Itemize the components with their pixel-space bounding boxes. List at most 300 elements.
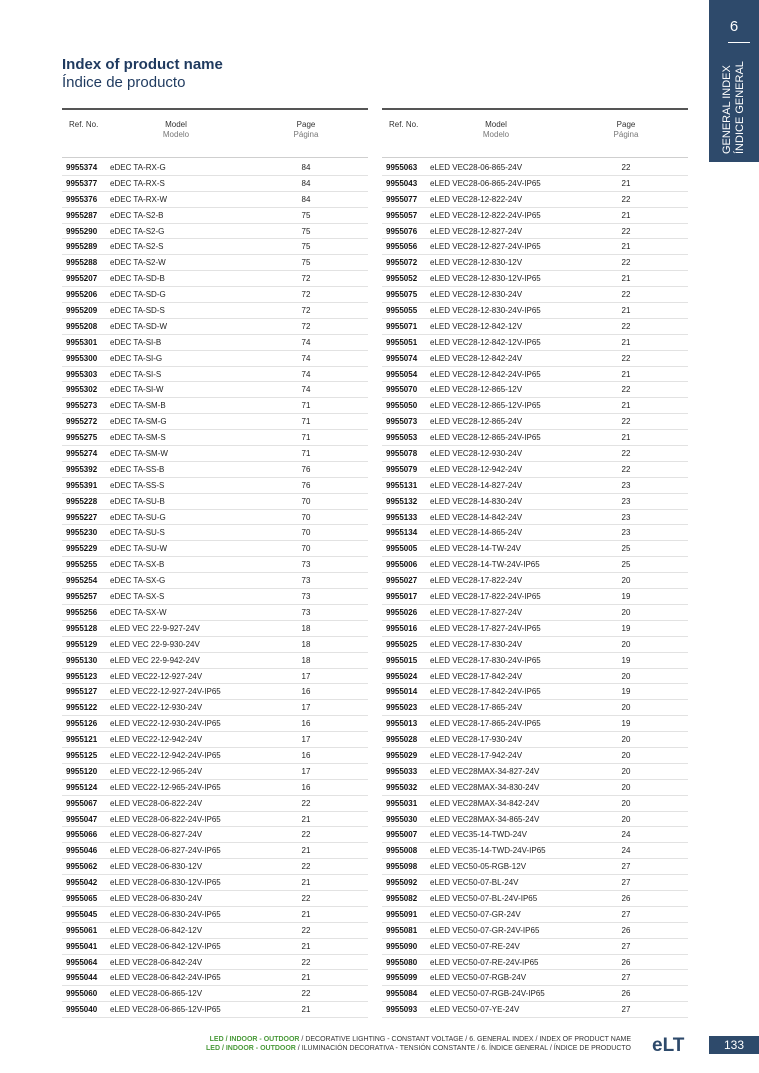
- table-row: [62, 224, 368, 240]
- table-row: [382, 621, 688, 637]
- page-cell: 84: [301, 194, 311, 204]
- model-cell: eLED VEC 22-9-930-24V: [110, 639, 200, 649]
- model-cell: eLED VEC28-14-TW-24V: [430, 544, 521, 554]
- ref-cell: 9955027: [386, 576, 418, 586]
- page-cell: 21: [621, 210, 631, 220]
- page-cell: 20: [621, 735, 631, 745]
- table-row: [62, 907, 368, 923]
- ref-cell: 9955128: [66, 623, 98, 633]
- page-cell: 76: [301, 464, 311, 474]
- table-row: [62, 319, 368, 335]
- table-row: [62, 557, 368, 573]
- page-cell: 27: [621, 973, 631, 983]
- footer-brand: LED / INDOOR - OUTDOOR: [209, 1036, 300, 1043]
- model-cell: eLED VEC28-14-842-24V: [430, 512, 523, 522]
- page-cell: 72: [301, 306, 311, 316]
- table-row: [62, 176, 368, 192]
- table-row: [382, 700, 688, 716]
- table-row: [382, 573, 688, 589]
- page-cell: 27: [621, 941, 631, 951]
- page-cell: 19: [621, 592, 631, 602]
- model-cell: eLED VEC50-07-BL-24V: [430, 878, 519, 888]
- model-cell: eDEC TA-SM-S: [110, 433, 166, 443]
- page-cell: 75: [301, 258, 311, 268]
- model-cell: eDEC TA-SD-W: [110, 321, 168, 331]
- model-cell: eLED VEC28-12-827-24V-IP65: [430, 242, 541, 252]
- page-cell: 75: [301, 242, 311, 252]
- model-cell: eLED VEC35-14-TWD-24V-IP65: [430, 846, 546, 856]
- model-cell: eDEC TA-RX-W: [110, 194, 168, 204]
- ref-cell: 9955045: [66, 909, 98, 919]
- ref-cell: 9955275: [66, 433, 98, 443]
- table-row: [382, 224, 688, 240]
- page-cell: 23: [621, 480, 631, 490]
- table-row: [62, 398, 368, 414]
- table-row: [62, 335, 368, 351]
- ref-cell: 9955008: [386, 846, 418, 856]
- model-cell: eLED VEC28-06-842-12V-IP65: [110, 941, 221, 951]
- ref-cell: 9955072: [386, 258, 418, 268]
- model-cell: eLED VEC28-12-865-12V-IP65: [430, 401, 541, 411]
- table-row: [382, 827, 688, 843]
- table-row: [382, 239, 688, 255]
- ref-cell: 9955090: [386, 941, 418, 951]
- index-table-left: [62, 108, 368, 1018]
- ref-cell: 9955229: [66, 544, 98, 554]
- model-cell: eLED VEC28-17-942-24V: [430, 750, 523, 760]
- page-cell: 71: [301, 449, 311, 459]
- page-cell: 21: [621, 178, 631, 188]
- table-row: [382, 907, 688, 923]
- ref-cell: 9955025: [386, 639, 418, 649]
- page-cell: 70: [301, 496, 311, 506]
- page-cell: 76: [301, 480, 311, 490]
- table-row: [382, 255, 688, 271]
- page-cell: 20: [621, 607, 631, 617]
- table-row: [62, 430, 368, 446]
- table-row: [62, 812, 368, 828]
- model-cell: eLED VEC50-07-RE-24V: [430, 941, 520, 951]
- elt-logo: [651, 1033, 691, 1055]
- model-cell: eLED VEC28-17-827-24V: [430, 607, 523, 617]
- table-row: [382, 684, 688, 700]
- page-cell: 22: [301, 798, 311, 808]
- ref-cell: 9955126: [66, 719, 98, 729]
- page-cell: 21: [301, 814, 311, 824]
- model-cell: eLED VEC28-12-830-24V-IP65: [430, 306, 541, 316]
- ref-cell: 9955077: [386, 194, 418, 204]
- model-cell: eDEC TA-SU-W: [110, 544, 168, 554]
- page-cell: 20: [621, 782, 631, 792]
- model-cell: eLED VEC28-12-830-12V-IP65: [430, 274, 541, 284]
- model-cell: eLED VEC28-12-830-12V: [430, 258, 523, 268]
- ref-cell: 9955092: [386, 878, 418, 888]
- page-cell: 21: [621, 369, 631, 379]
- table-row: [62, 621, 368, 637]
- table-row: [62, 843, 368, 859]
- table-row: [382, 414, 688, 430]
- model-cell: eLED VEC28MAX-34-830-24V: [430, 782, 540, 792]
- ref-cell: 9955061: [66, 925, 98, 935]
- ref-cell: 9955127: [66, 687, 98, 697]
- page-cell: 17: [301, 735, 311, 745]
- ref-cell: 9955230: [66, 528, 98, 538]
- page-cell: 20: [621, 671, 631, 681]
- page-cell: 17: [301, 671, 311, 681]
- model-cell: eDEC TA-S2-G: [110, 226, 165, 236]
- model-cell: eLED VEC28-17-822-24V: [430, 576, 523, 586]
- ref-cell: 9955057: [386, 210, 418, 220]
- model-cell: eDEC TA-SX-W: [110, 607, 167, 617]
- ref-cell: 9955006: [386, 560, 418, 570]
- table-row: [62, 192, 368, 208]
- page-cell: 74: [301, 369, 311, 379]
- section-divider: [728, 42, 750, 43]
- table-row: [62, 208, 368, 224]
- table-row: [382, 303, 688, 319]
- table-row: [62, 764, 368, 780]
- page-cell: 21: [621, 306, 631, 316]
- model-cell: eDEC TA-SM-B: [110, 401, 166, 411]
- model-cell: eLED VEC28MAX-34-827-24V: [430, 766, 540, 776]
- table-row: [382, 589, 688, 605]
- table-row: [62, 303, 368, 319]
- ref-cell: 9955290: [66, 226, 98, 236]
- table-row: [62, 589, 368, 605]
- table-row: [62, 271, 368, 287]
- table-row: [62, 525, 368, 541]
- page-cell: 23: [621, 496, 631, 506]
- ref-cell: 9955392: [66, 464, 98, 474]
- page-cell: 22: [621, 449, 631, 459]
- table-row: [382, 891, 688, 907]
- header-model-es: Modelo: [482, 130, 510, 139]
- page-cell: 70: [301, 528, 311, 538]
- ref-cell: 9955044: [66, 973, 98, 983]
- table-row: [382, 192, 688, 208]
- page-cell: 84: [301, 163, 311, 172]
- header-model-en: Model: [165, 120, 187, 129]
- page-cell: 16: [301, 782, 311, 792]
- page-cell: 21: [621, 337, 631, 347]
- page-cell: 21: [301, 941, 311, 951]
- model-cell: eDEC TA-SM-W: [110, 449, 168, 459]
- model-cell: eDEC TA-SU-G: [110, 512, 166, 522]
- ref-cell: 9955377: [66, 178, 98, 188]
- table-row: [62, 510, 368, 526]
- page-cell: 22: [621, 290, 631, 300]
- table-row: [62, 351, 368, 367]
- page-cell: 25: [621, 544, 631, 554]
- page-cell: 73: [301, 607, 311, 617]
- page-cell: 23: [621, 528, 631, 538]
- page-cell: 22: [301, 925, 311, 935]
- ref-cell: 9955052: [386, 274, 418, 284]
- model-cell: eDEC TA-SS-B: [110, 464, 165, 474]
- table-row: [382, 319, 688, 335]
- table-row: [62, 255, 368, 271]
- page-cell: 21: [301, 1005, 311, 1015]
- page-cell: 21: [621, 401, 631, 411]
- ref-cell: 9955017: [386, 592, 418, 602]
- model-cell: eLED VEC28-17-842-24V-IP65: [430, 687, 541, 697]
- table-row: [62, 796, 368, 812]
- table-row: [382, 748, 688, 764]
- header-ref: Ref. No.: [69, 120, 99, 129]
- table-row: [382, 176, 688, 192]
- table-row: [62, 541, 368, 557]
- model-cell: eDEC TA-S2-B: [110, 210, 164, 220]
- table-row: [382, 1002, 688, 1018]
- table-body: [62, 160, 368, 1018]
- model-cell: eDEC TA-S2-W: [110, 258, 166, 268]
- model-cell: eLED VEC28-12-865-24V: [430, 417, 523, 427]
- model-cell: eDEC TA-SU-S: [110, 528, 165, 538]
- model-cell: eLED VEC28-12-842-24V: [430, 353, 523, 363]
- model-cell: eLED VEC28-06-865-12V-IP65: [110, 1005, 221, 1015]
- model-cell: eLED VEC28-17-830-24V: [430, 639, 523, 649]
- ref-cell: 9955257: [66, 592, 98, 602]
- model-cell: eLED VEC22-12-927-24V: [110, 671, 203, 681]
- model-cell: eLED VEC28-12-822-24V: [430, 194, 523, 204]
- ref-cell: 9955206: [66, 290, 98, 300]
- ref-cell: 9955131: [386, 480, 418, 490]
- page-cell: 21: [621, 433, 631, 443]
- model-cell: eDEC TA-SX-S: [110, 592, 165, 602]
- ref-cell: 9955014: [386, 687, 418, 697]
- page-cell: 22: [621, 194, 631, 204]
- header-model: [138, 120, 214, 140]
- header-model: [458, 120, 534, 140]
- page-cell: 74: [301, 353, 311, 363]
- model-cell: eLED VEC28-12-827-24V: [430, 226, 523, 236]
- model-cell: eDEC TA-SI-S: [110, 369, 162, 379]
- ref-cell: 9955055: [386, 306, 418, 316]
- page-cell: 25: [621, 560, 631, 570]
- table-row: [62, 605, 368, 621]
- table-row: [62, 684, 368, 700]
- table-row: [382, 557, 688, 573]
- page-subtitle: Índice de producto: [62, 74, 186, 91]
- page-cell: 21: [301, 878, 311, 888]
- ref-cell: 9955288: [66, 258, 98, 268]
- table-row: [62, 414, 368, 430]
- model-cell: eDEC TA-RX-G: [110, 163, 166, 172]
- model-cell: eLED VEC28-12-842-12V-IP65: [430, 337, 541, 347]
- table-row: [382, 335, 688, 351]
- page-cell: 72: [301, 274, 311, 284]
- model-cell: eDEC TA-SD-B: [110, 274, 165, 284]
- model-cell: eLED VEC28-14-827-24V: [430, 480, 523, 490]
- footer-brand: LED / INDOOR - OUTDOOR: [206, 1045, 296, 1052]
- table-row: [62, 367, 368, 383]
- table-row: [62, 716, 368, 732]
- ref-cell: 9955076: [386, 226, 418, 236]
- model-cell: eLED VEC28-17-865-24V-IP65: [430, 719, 541, 729]
- model-cell: eDEC TA-SM-G: [110, 417, 167, 427]
- model-cell: eLED VEC28-17-842-24V: [430, 671, 523, 681]
- table-row: [382, 287, 688, 303]
- model-cell: eLED VEC 22-9-942-24V: [110, 655, 200, 665]
- ref-cell: 9955060: [66, 989, 98, 999]
- model-cell: eLED VEC28-06-865-24V-IP65: [430, 178, 541, 188]
- model-cell: eLED VEC28-12-842-12V: [430, 321, 523, 331]
- model-cell: eLED VEC28-06-822-24V-IP65: [110, 814, 221, 824]
- ref-cell: 9955208: [66, 321, 98, 331]
- page-cell: 74: [301, 385, 311, 395]
- table-row: [62, 669, 368, 685]
- ref-cell: 9955071: [386, 321, 418, 331]
- page-cell: 21: [301, 909, 311, 919]
- ref-cell: 9955040: [66, 1005, 98, 1015]
- table-row: [62, 875, 368, 891]
- ref-cell: 9955132: [386, 496, 418, 506]
- page-cell: 20: [621, 576, 631, 586]
- ref-cell: 9955073: [386, 417, 418, 427]
- model-cell: eDEC TA-SI-W: [110, 385, 164, 395]
- page-cell: 71: [301, 401, 311, 411]
- ref-cell: 9955129: [66, 639, 98, 649]
- section-label-en: GENERAL INDEX: [721, 65, 733, 154]
- header-ref: Ref. No.: [389, 120, 419, 129]
- page-cell: 27: [621, 878, 631, 888]
- table-row: [62, 462, 368, 478]
- table-row: [382, 796, 688, 812]
- table-row: [382, 986, 688, 1002]
- table-row: [382, 970, 688, 986]
- page-cell: 84: [301, 178, 311, 188]
- table-row: [62, 239, 368, 255]
- page-cell: 72: [301, 290, 311, 300]
- model-cell: eLED VEC28-17-830-24V-IP65: [430, 655, 541, 665]
- page-cell: 22: [301, 893, 311, 903]
- ref-cell: 9955227: [66, 512, 98, 522]
- index-table-right: [382, 108, 688, 1018]
- ref-cell: 9955133: [386, 512, 418, 522]
- model-cell: eLED VEC28-06-842-24V: [110, 957, 203, 967]
- ref-cell: 9955121: [66, 735, 98, 745]
- table-row: [382, 780, 688, 796]
- ref-cell: 9955081: [386, 925, 418, 935]
- ref-cell: 9955050: [386, 401, 418, 411]
- table-row: [382, 923, 688, 939]
- ref-cell: 9955067: [66, 798, 98, 808]
- table-row: [382, 430, 688, 446]
- table-row: [382, 462, 688, 478]
- table-row: [382, 208, 688, 224]
- page-cell: 70: [301, 544, 311, 554]
- ref-cell: 9955301: [66, 337, 98, 347]
- ref-cell: 9955075: [386, 290, 418, 300]
- ref-cell: 9955056: [386, 242, 418, 252]
- page-cell: 21: [621, 242, 631, 252]
- ref-cell: 9955065: [66, 893, 98, 903]
- model-cell: eDEC TA-SU-B: [110, 496, 165, 506]
- ref-cell: 9955016: [386, 623, 418, 633]
- table-row: [382, 525, 688, 541]
- page-cell: 22: [621, 163, 631, 172]
- header-page: [597, 120, 655, 140]
- page-cell: 22: [301, 957, 311, 967]
- model-cell: eLED VEC28-14-830-24V: [430, 496, 523, 506]
- model-cell: eLED VEC22-12-930-24V-IP65: [110, 719, 221, 729]
- model-cell: eLED VEC22-12-965-24V-IP65: [110, 782, 221, 792]
- header-model-es: Modelo: [162, 130, 190, 139]
- table-row: [382, 653, 688, 669]
- page-cell: 22: [301, 862, 311, 872]
- ref-cell: 9955026: [386, 607, 418, 617]
- page-cell: 18: [301, 655, 311, 665]
- page-cell: 27: [621, 1005, 631, 1015]
- model-cell: eLED VEC22-12-942-24V-IP65: [110, 750, 221, 760]
- page-cell: 24: [621, 830, 631, 840]
- model-cell: eLED VEC28-06-865-12V: [110, 989, 203, 999]
- table-row: [382, 367, 688, 383]
- header-page: [277, 120, 335, 140]
- ref-cell: 9955124: [66, 782, 98, 792]
- model-cell: eLED VEC50-07-RGB-24V-IP65: [430, 989, 545, 999]
- section-label: [721, 58, 751, 154]
- model-cell: eDEC TA-RX-S: [110, 178, 165, 188]
- table-row: [62, 700, 368, 716]
- ref-cell: 9955043: [386, 178, 418, 188]
- model-cell: eLED VEC28-06-842-24V-IP65: [110, 973, 221, 983]
- table-row: [62, 955, 368, 971]
- page-cell: 20: [621, 766, 631, 776]
- ref-cell: 9955078: [386, 449, 418, 459]
- table-row: [382, 637, 688, 653]
- page-cell: 20: [621, 703, 631, 713]
- ref-cell: 9955125: [66, 750, 98, 760]
- model-cell: eLED VEC50-07-BL-24V-IP65: [430, 893, 538, 903]
- model-cell: eDEC TA-SI-B: [110, 337, 162, 347]
- header-page-es: Página: [293, 130, 319, 139]
- header-page-en: Page: [616, 120, 636, 129]
- model-cell: eLED VEC28-12-865-24V-IP65: [430, 433, 541, 443]
- table-row: [382, 764, 688, 780]
- page-cell: 26: [621, 957, 631, 967]
- model-cell: eLED VEC28-12-942-24V: [430, 464, 523, 474]
- page-cell: 22: [621, 226, 631, 236]
- ref-cell: 9955287: [66, 210, 98, 220]
- page-cell: 71: [301, 433, 311, 443]
- table-row: [382, 955, 688, 971]
- model-cell: eLED VEC28-17-822-24V-IP65: [430, 592, 541, 602]
- ref-cell: 9955300: [66, 353, 98, 363]
- ref-cell: 9955023: [386, 703, 418, 713]
- table-row: [382, 541, 688, 557]
- ref-cell: 9955376: [66, 194, 98, 204]
- page-cell: 22: [621, 417, 631, 427]
- table-row: [62, 494, 368, 510]
- model-cell: eLED VEC22-12-965-24V: [110, 766, 203, 776]
- ref-cell: 9955046: [66, 846, 98, 856]
- footer-line-es: [206, 1044, 631, 1053]
- table-row: [62, 923, 368, 939]
- table-row: [62, 748, 368, 764]
- page-cell: 19: [621, 719, 631, 729]
- page-cell: 73: [301, 592, 311, 602]
- model-cell: eLED VEC28-14-865-24V: [430, 528, 523, 538]
- model-cell: eLED VEC50-07-YE-24V: [430, 1005, 520, 1015]
- model-cell: eLED VEC28-12-930-24V: [430, 449, 523, 459]
- page-cell: 73: [301, 560, 311, 570]
- model-cell: eLED VEC28-14-TW-24V-IP65: [430, 560, 540, 570]
- ref-cell: 9955054: [386, 369, 418, 379]
- model-cell: eLED VEC 22-9-927-24V: [110, 623, 200, 633]
- model-cell: eLED VEC50-07-RGB-24V: [430, 973, 527, 983]
- model-cell: eDEC TA-SX-B: [110, 560, 165, 570]
